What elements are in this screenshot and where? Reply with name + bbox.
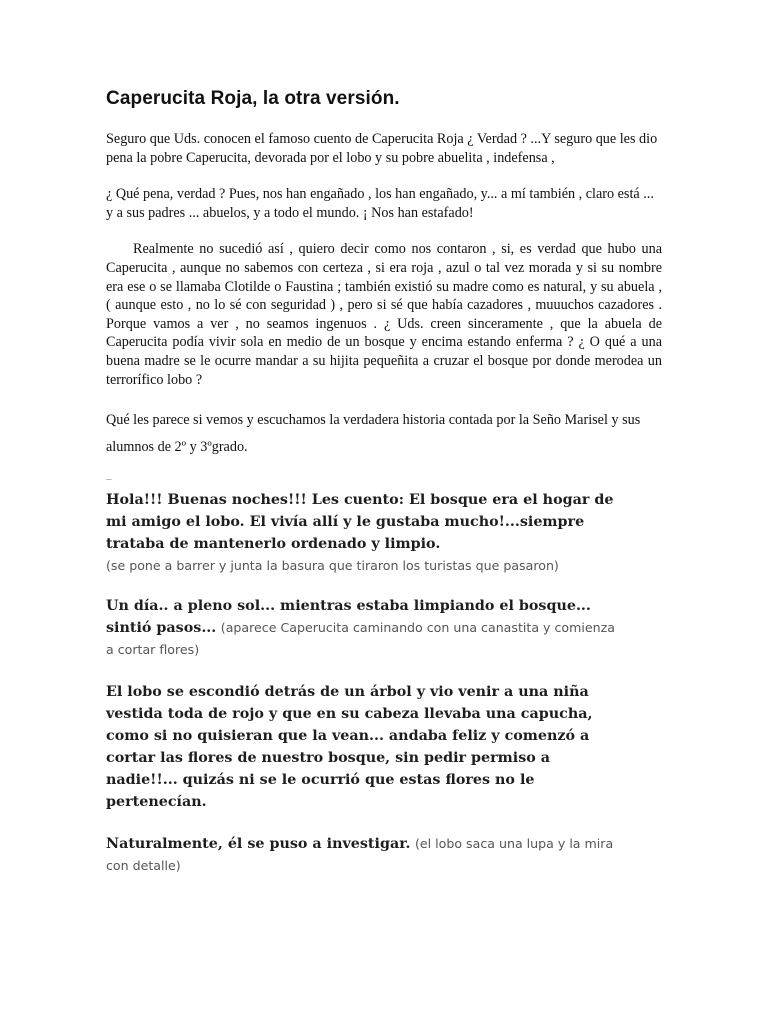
story-text-3: El lobo se escondió detrás de un árbol y vio venir a una niña vestida toda de rojo y que en su cabeza llevaba una capucha, como si no quisieran que la vean... andaba feliz y comenzó a cortar las flores de nuestro bosque, sin pedir permiso a nadie!!... quizás ni se le ocurrió que estas flores no le pertenecían.	[106, 684, 593, 811]
story-text-1: Hola!!! Buenas noches!!! Les cuento: El bosque era el hogar de mi amigo el lobo. El vivía allí y le gustaba mucho!...siempre trataba de mantenerlo ordenado y limpio.	[106, 492, 614, 553]
intro-paragraph: Seguro que Uds. conocen el famoso cuento de Caperucita Roja ¿ Verdad ? ...Y seguro que les dio pena la pobre Caperucita, devorada por el lobo y su pobre abuelita , indefensa ,	[106, 131, 658, 166]
stage-direction-2: (aparece Caperucita caminando con una canastita y comienza a cortar flores)	[106, 620, 615, 658]
third-paragraph: Realmente no sucedió así , quiero decir como nos contaron , si, es verdad que hubo una Caperucita , aunque no sabemos con certeza , si era roja , azul o tal vez morada y si su nombre era ese o se llamaba Clotilde o Faustina ; también existió su madre como es natural, y su abuela , ( aunque esto , no lo sé con seguridad ) , pero si sé que había cazadores , muuuchos cazadores . Porque vamos a ver , no seamos ingenuos . ¿ Uds. creen sinceramente , que la abuela de Caperucita podía vivir sola en medio de un bosque y encima estando enferma ? ¿ O qué a una buena madre se le ocurre mandar a su hijita pequeñita a cruzar el bosque por donde merodea un terrorífico lobo ?	[106, 241, 662, 388]
story-paragraph-1	[106, 489, 626, 577]
fourth-paragraph: Qué les parece si vemos y escuchamos la verdadera historia contada por la Seño Marisel y sus alumnos de 2º y 3ºgrado.	[106, 412, 641, 456]
separator-mark: _	[106, 469, 112, 482]
story-paragraph-3	[106, 681, 626, 813]
story-paragraph-4	[106, 833, 626, 877]
document-page	[106, 88, 662, 877]
story-paragraph-2	[106, 595, 626, 661]
story-text-4: Naturalmente, él se puso a investigar.	[106, 836, 411, 853]
stage-direction-1: (se pone a barrer y junta la basura que tiraron los turistas que pasaron)	[106, 558, 559, 574]
document-title: Caperucita Roja, la otra versión.	[106, 88, 400, 109]
stage-direction-4: (el lobo saca una lupa y la mira con detalle)	[106, 836, 614, 874]
story-text-2: Un día.. a pleno sol... mientras estaba limpiando el bosque... sintió pasos...	[106, 598, 591, 637]
second-paragraph: ¿ Qué pena, verdad ? Pues, nos han engañado , los han engañado, y... a mí también , claro está ... y a sus padres ... abuelos, y a todo el mundo. ¡ Nos han estafado!	[106, 186, 654, 221]
